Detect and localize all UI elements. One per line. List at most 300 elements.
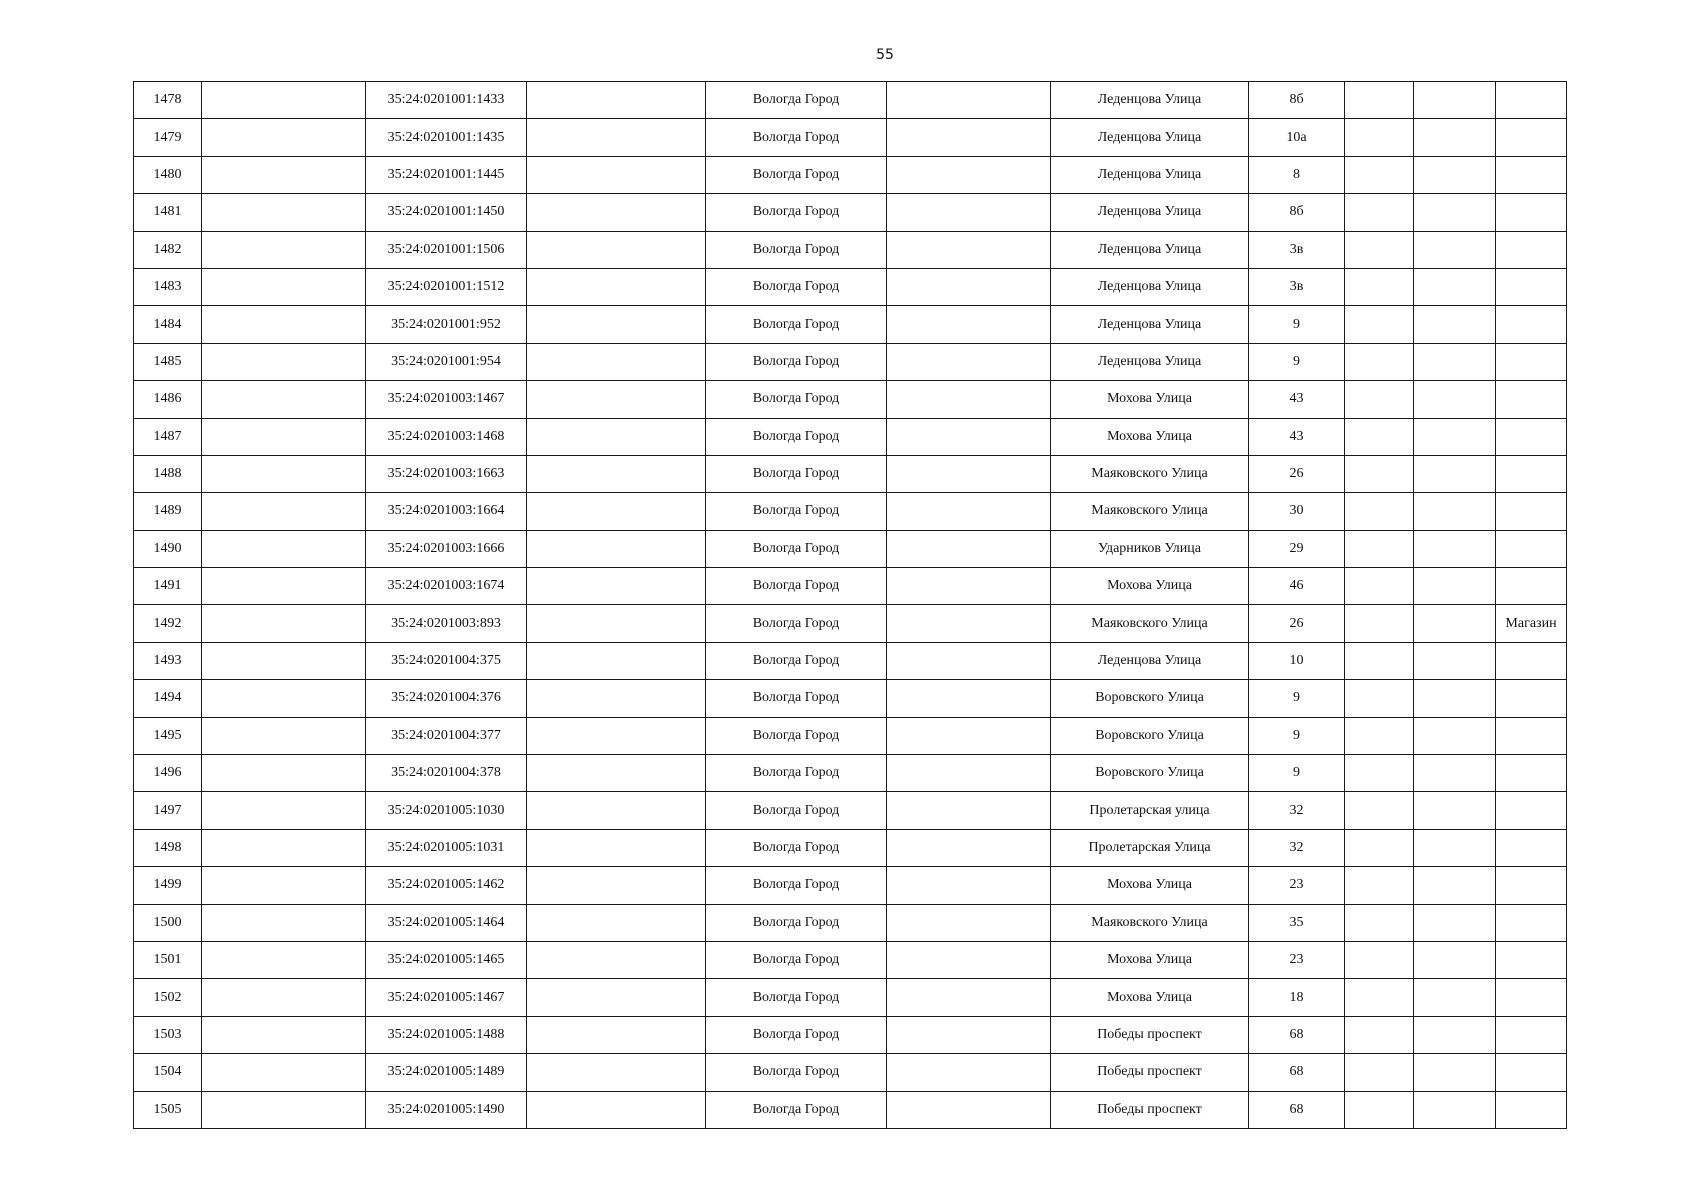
blank-cell-4 <box>1345 568 1414 605</box>
blank-cell-2 <box>527 82 706 119</box>
row-number-cell: 1489 <box>134 493 202 530</box>
table-row <box>134 1091 1567 1128</box>
cadastral-number-cell: 35:24:0201001:1433 <box>366 82 527 119</box>
city-cell: Вологда Город <box>706 1091 887 1128</box>
row-number-cell: 1498 <box>134 829 202 866</box>
blank-cell-5 <box>1414 717 1496 754</box>
blank-cell-5 <box>1414 904 1496 941</box>
table-row <box>134 268 1567 305</box>
city-cell: Вологда Город <box>706 642 887 679</box>
purpose-cell: Магазин <box>1496 605 1567 642</box>
blank-cell-1 <box>202 530 366 567</box>
cadastral-number-cell: 35:24:0201003:1663 <box>366 455 527 492</box>
cadastral-number-cell: 35:24:0201004:375 <box>366 642 527 679</box>
purpose-cell <box>1496 979 1567 1016</box>
blank-cell-2 <box>527 680 706 717</box>
blank-cell-5 <box>1414 455 1496 492</box>
purpose-cell <box>1496 904 1567 941</box>
row-number-cell: 1500 <box>134 904 202 941</box>
house-number-cell: 43 <box>1249 418 1345 455</box>
city-cell: Вологда Город <box>706 306 887 343</box>
row-number-cell: 1479 <box>134 119 202 156</box>
cadastral-number-cell: 35:24:0201005:1031 <box>366 829 527 866</box>
city-cell: Вологда Город <box>706 418 887 455</box>
table-row <box>134 867 1567 904</box>
row-number-cell: 1499 <box>134 867 202 904</box>
blank-cell-4 <box>1345 941 1414 978</box>
house-number-cell: 26 <box>1249 455 1345 492</box>
blank-cell-3 <box>887 979 1051 1016</box>
row-number-cell: 1501 <box>134 941 202 978</box>
house-number-cell: 43 <box>1249 381 1345 418</box>
purpose-cell <box>1496 381 1567 418</box>
city-cell: Вологда Город <box>706 717 887 754</box>
street-cell: Маяковского Улица <box>1051 493 1249 530</box>
blank-cell-4 <box>1345 1016 1414 1053</box>
city-cell: Вологда Город <box>706 979 887 1016</box>
street-cell: Мохова Улица <box>1051 941 1249 978</box>
blank-cell-2 <box>527 455 706 492</box>
house-number-cell: 8 <box>1249 156 1345 193</box>
blank-cell-1 <box>202 568 366 605</box>
blank-cell-2 <box>527 268 706 305</box>
blank-cell-5 <box>1414 82 1496 119</box>
blank-cell-2 <box>527 343 706 380</box>
row-number-cell: 1490 <box>134 530 202 567</box>
blank-cell-3 <box>887 941 1051 978</box>
cadastral-number-cell: 35:24:0201003:1467 <box>366 381 527 418</box>
blank-cell-5 <box>1414 194 1496 231</box>
purpose-cell <box>1496 231 1567 268</box>
blank-cell-5 <box>1414 231 1496 268</box>
blank-cell-1 <box>202 1016 366 1053</box>
blank-cell-5 <box>1414 1016 1496 1053</box>
row-number-cell: 1496 <box>134 755 202 792</box>
blank-cell-1 <box>202 755 366 792</box>
blank-cell-2 <box>527 642 706 679</box>
blank-cell-4 <box>1345 381 1414 418</box>
cadastral-number-cell: 35:24:0201001:954 <box>366 343 527 380</box>
blank-cell-1 <box>202 231 366 268</box>
table-row <box>134 904 1567 941</box>
city-cell: Вологда Город <box>706 455 887 492</box>
blank-cell-2 <box>527 867 706 904</box>
house-number-cell: 8б <box>1249 82 1345 119</box>
purpose-cell <box>1496 306 1567 343</box>
blank-cell-1 <box>202 642 366 679</box>
blank-cell-2 <box>527 1091 706 1128</box>
blank-cell-2 <box>527 829 706 866</box>
purpose-cell <box>1496 418 1567 455</box>
row-number-cell: 1484 <box>134 306 202 343</box>
blank-cell-3 <box>887 455 1051 492</box>
blank-cell-4 <box>1345 119 1414 156</box>
street-cell: Леденцова Улица <box>1051 268 1249 305</box>
blank-cell-1 <box>202 306 366 343</box>
city-cell: Вологда Город <box>706 156 887 193</box>
purpose-cell <box>1496 867 1567 904</box>
blank-cell-2 <box>527 156 706 193</box>
table-row <box>134 82 1567 119</box>
blank-cell-4 <box>1345 755 1414 792</box>
blank-cell-2 <box>527 306 706 343</box>
blank-cell-3 <box>887 680 1051 717</box>
blank-cell-3 <box>887 343 1051 380</box>
house-number-cell: 3в <box>1249 231 1345 268</box>
city-cell: Вологда Город <box>706 381 887 418</box>
blank-cell-5 <box>1414 680 1496 717</box>
blank-cell-1 <box>202 979 366 1016</box>
blank-cell-5 <box>1414 530 1496 567</box>
blank-cell-4 <box>1345 418 1414 455</box>
city-cell: Вологда Город <box>706 867 887 904</box>
purpose-cell <box>1496 343 1567 380</box>
row-number-cell: 1482 <box>134 231 202 268</box>
blank-cell-4 <box>1345 231 1414 268</box>
city-cell: Вологда Город <box>706 268 887 305</box>
purpose-cell <box>1496 82 1567 119</box>
street-cell: Леденцова Улица <box>1051 642 1249 679</box>
blank-cell-2 <box>527 231 706 268</box>
house-number-cell: 35 <box>1249 904 1345 941</box>
table-row <box>134 231 1567 268</box>
blank-cell-1 <box>202 867 366 904</box>
blank-cell-3 <box>887 82 1051 119</box>
purpose-cell <box>1496 455 1567 492</box>
street-cell: Леденцова Улица <box>1051 119 1249 156</box>
city-cell: Вологда Город <box>706 755 887 792</box>
table-row <box>134 979 1567 1016</box>
blank-cell-4 <box>1345 156 1414 193</box>
blank-cell-1 <box>202 156 366 193</box>
house-number-cell: 23 <box>1249 941 1345 978</box>
cadastral-number-cell: 35:24:0201001:1506 <box>366 231 527 268</box>
blank-cell-1 <box>202 792 366 829</box>
table-row <box>134 642 1567 679</box>
table-row <box>134 455 1567 492</box>
cadastral-number-cell: 35:24:0201004:376 <box>366 680 527 717</box>
row-number-cell: 1481 <box>134 194 202 231</box>
cadastral-number-cell: 35:24:0201001:1512 <box>366 268 527 305</box>
blank-cell-1 <box>202 493 366 530</box>
table-row <box>134 493 1567 530</box>
table-row <box>134 418 1567 455</box>
blank-cell-2 <box>527 904 706 941</box>
blank-cell-5 <box>1414 119 1496 156</box>
blank-cell-4 <box>1345 455 1414 492</box>
blank-cell-2 <box>527 493 706 530</box>
blank-cell-2 <box>527 755 706 792</box>
blank-cell-1 <box>202 941 366 978</box>
blank-cell-3 <box>887 717 1051 754</box>
blank-cell-4 <box>1345 792 1414 829</box>
house-number-cell: 68 <box>1249 1016 1345 1053</box>
city-cell: Вологда Город <box>706 119 887 156</box>
table-row <box>134 941 1567 978</box>
table-row <box>134 194 1567 231</box>
blank-cell-5 <box>1414 343 1496 380</box>
city-cell: Вологда Город <box>706 1054 887 1091</box>
city-cell: Вологда Город <box>706 792 887 829</box>
house-number-cell: 68 <box>1249 1091 1345 1128</box>
blank-cell-4 <box>1345 605 1414 642</box>
blank-cell-3 <box>887 642 1051 679</box>
house-number-cell: 29 <box>1249 530 1345 567</box>
blank-cell-5 <box>1414 605 1496 642</box>
blank-cell-1 <box>202 1054 366 1091</box>
blank-cell-1 <box>202 119 366 156</box>
blank-cell-3 <box>887 1091 1051 1128</box>
purpose-cell <box>1496 829 1567 866</box>
cadastral-number-cell: 35:24:0201003:1664 <box>366 493 527 530</box>
purpose-cell <box>1496 530 1567 567</box>
blank-cell-4 <box>1345 1054 1414 1091</box>
cadastral-number-cell: 35:24:0201003:1674 <box>366 568 527 605</box>
street-cell: Мохова Улица <box>1051 418 1249 455</box>
blank-cell-3 <box>887 156 1051 193</box>
blank-cell-4 <box>1345 82 1414 119</box>
table-row <box>134 605 1567 642</box>
purpose-cell <box>1496 680 1567 717</box>
purpose-cell <box>1496 792 1567 829</box>
blank-cell-4 <box>1345 642 1414 679</box>
table-row <box>134 792 1567 829</box>
page-number: 55 <box>876 47 894 63</box>
table-row <box>134 717 1567 754</box>
purpose-cell <box>1496 119 1567 156</box>
blank-cell-3 <box>887 268 1051 305</box>
house-number-cell: 9 <box>1249 755 1345 792</box>
house-number-cell: 68 <box>1249 1054 1345 1091</box>
street-cell: Мохова Улица <box>1051 979 1249 1016</box>
blank-cell-5 <box>1414 306 1496 343</box>
row-number-cell: 1478 <box>134 82 202 119</box>
blank-cell-5 <box>1414 1091 1496 1128</box>
table-row <box>134 755 1567 792</box>
purpose-cell <box>1496 642 1567 679</box>
table-row <box>134 530 1567 567</box>
city-cell: Вологда Город <box>706 231 887 268</box>
house-number-cell: 18 <box>1249 979 1345 1016</box>
house-number-cell: 10а <box>1249 119 1345 156</box>
cadastral-number-cell: 35:24:0201001:1445 <box>366 156 527 193</box>
blank-cell-3 <box>887 530 1051 567</box>
blank-cell-3 <box>887 792 1051 829</box>
blank-cell-2 <box>527 568 706 605</box>
blank-cell-3 <box>887 1016 1051 1053</box>
street-cell: Леденцова Улица <box>1051 343 1249 380</box>
blank-cell-3 <box>887 306 1051 343</box>
house-number-cell: 32 <box>1249 829 1345 866</box>
cadastral-number-cell: 35:24:0201005:1465 <box>366 941 527 978</box>
city-cell: Вологда Город <box>706 568 887 605</box>
blank-cell-5 <box>1414 941 1496 978</box>
blank-cell-2 <box>527 605 706 642</box>
cadastral-number-cell: 35:24:0201004:378 <box>366 755 527 792</box>
street-cell: Леденцова Улица <box>1051 231 1249 268</box>
row-number-cell: 1495 <box>134 717 202 754</box>
blank-cell-3 <box>887 194 1051 231</box>
street-cell: Маяковского Улица <box>1051 605 1249 642</box>
house-number-cell: 8б <box>1249 194 1345 231</box>
purpose-cell <box>1496 493 1567 530</box>
row-number-cell: 1486 <box>134 381 202 418</box>
house-number-cell: 32 <box>1249 792 1345 829</box>
blank-cell-2 <box>527 418 706 455</box>
blank-cell-2 <box>527 717 706 754</box>
registry-table-body <box>134 82 1567 1129</box>
blank-cell-5 <box>1414 755 1496 792</box>
street-cell: Маяковского Улица <box>1051 455 1249 492</box>
blank-cell-4 <box>1345 680 1414 717</box>
cadastral-number-cell: 35:24:0201003:893 <box>366 605 527 642</box>
cadastral-number-cell: 35:24:0201005:1030 <box>366 792 527 829</box>
house-number-cell: 46 <box>1249 568 1345 605</box>
city-cell: Вологда Город <box>706 82 887 119</box>
street-cell: Ударников Улица <box>1051 530 1249 567</box>
row-number-cell: 1493 <box>134 642 202 679</box>
purpose-cell <box>1496 941 1567 978</box>
cadastral-number-cell: 35:24:0201001:952 <box>366 306 527 343</box>
blank-cell-1 <box>202 680 366 717</box>
street-cell: Леденцова Улица <box>1051 306 1249 343</box>
blank-cell-4 <box>1345 306 1414 343</box>
cadastral-number-cell: 35:24:0201005:1489 <box>366 1054 527 1091</box>
blank-cell-4 <box>1345 829 1414 866</box>
city-cell: Вологда Город <box>706 904 887 941</box>
street-cell: Мохова Улица <box>1051 867 1249 904</box>
blank-cell-3 <box>887 755 1051 792</box>
house-number-cell: 26 <box>1249 605 1345 642</box>
city-cell: Вологда Город <box>706 194 887 231</box>
blank-cell-3 <box>887 829 1051 866</box>
cadastral-number-cell: 35:24:0201001:1450 <box>366 194 527 231</box>
blank-cell-5 <box>1414 792 1496 829</box>
blank-cell-1 <box>202 605 366 642</box>
row-number-cell: 1497 <box>134 792 202 829</box>
city-cell: Вологда Город <box>706 941 887 978</box>
row-number-cell: 1502 <box>134 979 202 1016</box>
blank-cell-2 <box>527 1016 706 1053</box>
row-number-cell: 1483 <box>134 268 202 305</box>
blank-cell-1 <box>202 829 366 866</box>
table-row <box>134 568 1567 605</box>
blank-cell-1 <box>202 82 366 119</box>
city-cell: Вологда Город <box>706 493 887 530</box>
house-number-cell: 30 <box>1249 493 1345 530</box>
table-row <box>134 829 1567 866</box>
row-number-cell: 1503 <box>134 1016 202 1053</box>
blank-cell-2 <box>527 792 706 829</box>
row-number-cell: 1485 <box>134 343 202 380</box>
table-row <box>134 119 1567 156</box>
blank-cell-4 <box>1345 717 1414 754</box>
blank-cell-1 <box>202 343 366 380</box>
cadastral-number-cell: 35:24:0201001:1435 <box>366 119 527 156</box>
blank-cell-1 <box>202 381 366 418</box>
blank-cell-5 <box>1414 568 1496 605</box>
table-row <box>134 1016 1567 1053</box>
house-number-cell: 9 <box>1249 680 1345 717</box>
blank-cell-3 <box>887 418 1051 455</box>
table-row <box>134 156 1567 193</box>
purpose-cell <box>1496 156 1567 193</box>
purpose-cell <box>1496 755 1567 792</box>
city-cell: Вологда Город <box>706 829 887 866</box>
street-cell: Леденцова Улица <box>1051 156 1249 193</box>
blank-cell-5 <box>1414 156 1496 193</box>
row-number-cell: 1487 <box>134 418 202 455</box>
street-cell: Воровского Улица <box>1051 680 1249 717</box>
blank-cell-2 <box>527 530 706 567</box>
table-row <box>134 306 1567 343</box>
blank-cell-2 <box>527 381 706 418</box>
city-cell: Вологда Город <box>706 530 887 567</box>
blank-cell-1 <box>202 904 366 941</box>
house-number-cell: 9 <box>1249 343 1345 380</box>
city-cell: Вологда Город <box>706 1016 887 1053</box>
row-number-cell: 1491 <box>134 568 202 605</box>
street-cell: Мохова Улица <box>1051 381 1249 418</box>
purpose-cell <box>1496 717 1567 754</box>
street-cell: Пролетарская улица <box>1051 792 1249 829</box>
table-row <box>134 1054 1567 1091</box>
cadastral-number-cell: 35:24:0201005:1464 <box>366 904 527 941</box>
blank-cell-4 <box>1345 268 1414 305</box>
blank-cell-3 <box>887 904 1051 941</box>
blank-cell-4 <box>1345 867 1414 904</box>
table-row <box>134 381 1567 418</box>
cadastral-number-cell: 35:24:0201005:1488 <box>366 1016 527 1053</box>
city-cell: Вологда Город <box>706 680 887 717</box>
blank-cell-4 <box>1345 194 1414 231</box>
blank-cell-4 <box>1345 1091 1414 1128</box>
cadastral-number-cell: 35:24:0201003:1666 <box>366 530 527 567</box>
blank-cell-3 <box>887 605 1051 642</box>
blank-cell-3 <box>887 867 1051 904</box>
street-cell: Воровского Улица <box>1051 717 1249 754</box>
blank-cell-2 <box>527 194 706 231</box>
purpose-cell <box>1496 568 1567 605</box>
row-number-cell: 1505 <box>134 1091 202 1128</box>
street-cell: Маяковского Улица <box>1051 904 1249 941</box>
purpose-cell <box>1496 1091 1567 1128</box>
house-number-cell: 3в <box>1249 268 1345 305</box>
blank-cell-5 <box>1414 418 1496 455</box>
cadastral-number-cell: 35:24:0201005:1490 <box>366 1091 527 1128</box>
blank-cell-5 <box>1414 493 1496 530</box>
blank-cell-2 <box>527 1054 706 1091</box>
street-cell: Леденцова Улица <box>1051 82 1249 119</box>
cadastral-number-cell: 35:24:0201004:377 <box>366 717 527 754</box>
registry-table <box>133 81 1567 1129</box>
street-cell: Победы проспект <box>1051 1091 1249 1128</box>
blank-cell-5 <box>1414 642 1496 679</box>
row-number-cell: 1488 <box>134 455 202 492</box>
blank-cell-5 <box>1414 867 1496 904</box>
blank-cell-5 <box>1414 381 1496 418</box>
blank-cell-1 <box>202 268 366 305</box>
blank-cell-2 <box>527 979 706 1016</box>
blank-cell-1 <box>202 455 366 492</box>
street-cell: Леденцова Улица <box>1051 194 1249 231</box>
blank-cell-5 <box>1414 268 1496 305</box>
purpose-cell <box>1496 268 1567 305</box>
row-number-cell: 1494 <box>134 680 202 717</box>
city-cell: Вологда Город <box>706 343 887 380</box>
purpose-cell <box>1496 1016 1567 1053</box>
blank-cell-2 <box>527 941 706 978</box>
